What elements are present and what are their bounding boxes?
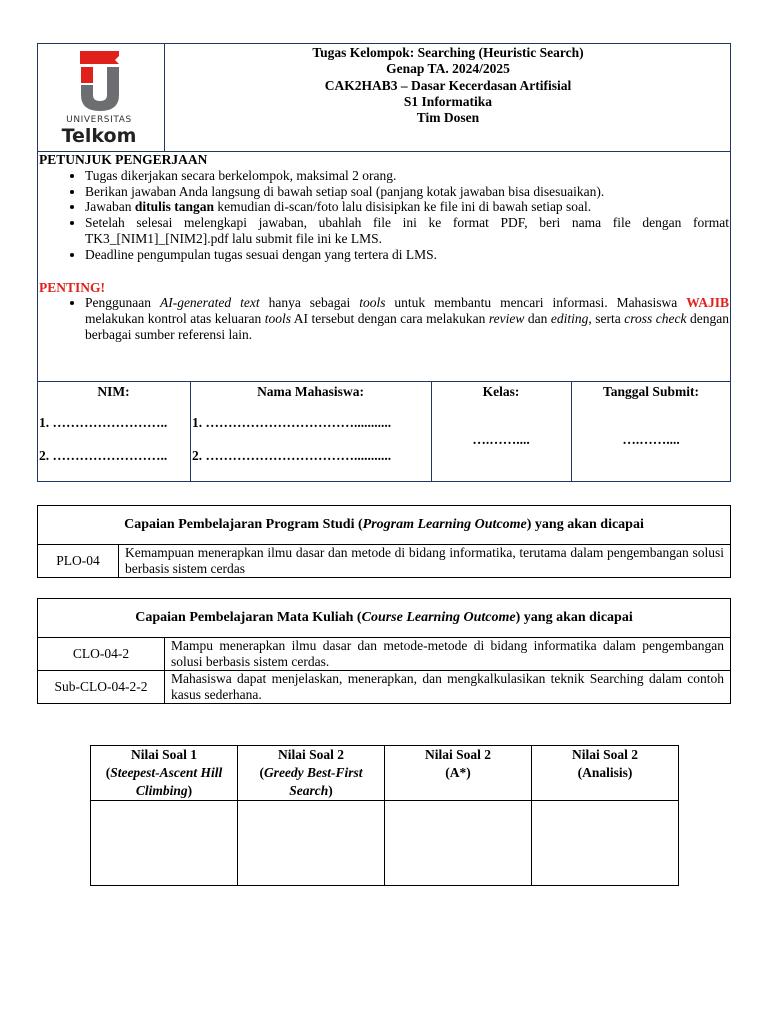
instructions-list [39,168,729,263]
logo-red-flag [80,51,119,64]
instruction-item: • Berikan jawaban Anda langsung di bawah setiap soal (panjang kotak jawaban bisa disesuaikan). [85,184,729,200]
score-cell[interactable] [91,801,238,886]
score-header: Nilai Soal 2 (Greedy Best-First Search) [238,746,385,801]
telkom-university-logo [37,43,163,150]
clo-caption: Capaian Pembelajaran Mata Kuliah (Course Learning Outcome) yang akan dicapai [38,599,731,638]
score-header: Nilai Soal 2 (Analisis) [532,746,679,801]
instruction-item: • Jawaban ditulis tangan kemudian di-scan/foto lalu disisipkan ke file ini di bawah setiap soal. [85,199,729,215]
instructions-section [39,152,729,343]
instruction-item: • Deadline pengumpulan tugas sesuai dengan yang tertera di LMS. [85,247,729,263]
logo-red-bar [81,67,93,83]
clo-description: Mahasiswa dapat menjelaskan, menerapkan, dan mengkalkulasikan teknik Searching dalam contoh kasus sederhana. [165,671,731,704]
title-line: CAK2HAB3 – Dasar Kecerdasan Artifisial [324,77,572,93]
clo-description: Mampu menerapkan ilmu dasar dan metode-metode di bidang informatika dalam pengembangan solusi berbasis sistem cerdas. [165,638,731,671]
important-list [39,295,729,342]
student-info-row [37,381,731,482]
title-line: Tugas Kelompok: Searching (Heuristic Search) [312,45,584,60]
plo-description: Kemampuan menerapkan ilmu dasar dan metode di bidang informatika, terutama dalam pengembangan solusi berbasis sistem cerdas [119,545,731,578]
name-2-field[interactable]: 2. ……………………………........... [192,448,392,463]
nim-1-field[interactable]: 1. …………………….. [39,415,168,430]
name-label: Nama Mahasiswa: [257,384,364,399]
date-label: Tanggal Submit: [603,384,699,399]
logo-cell [37,43,165,152]
nim-column [37,382,191,482]
clo-table [37,598,731,704]
clo-code: Sub-CLO-04-2-2 [38,671,165,704]
important-item: • Penggunaan AI-generated text hanya sebagai tools untuk membantu mencari informasi. Mahasiswa WAJIB melakukan kontrol atas keluaran tools AI tersebut dengan cara melakukan review dan editing, serta cross check dengan berbagai sumber referensi lain. [85,295,729,342]
date-field[interactable]: ….…….... [622,432,680,447]
score-cell[interactable] [238,801,385,886]
important-heading: PENTING! [39,279,106,295]
nim-label: NIM: [97,384,130,399]
score-header: Nilai Soal 2 (A*) [385,746,532,801]
class-column [431,382,572,482]
title-line: S1 Informatika [403,93,493,109]
name-column [190,382,432,482]
date-column [571,382,731,482]
instructions-heading: PETUNJUK PENGERJAAN [39,152,208,167]
score-header: Nilai Soal 1 (Steepest-Ascent Hill Climbing) [91,746,238,801]
score-table [90,745,679,886]
title-line: Genap TA. 2024/2025 [386,61,510,77]
logo-universitas-text: UNIVERSITAS [66,115,132,125]
title-line: Tim Dosen [416,110,480,126]
class-field[interactable]: ….…….... [472,432,530,447]
plo-caption: Capaian Pembelajaran Program Studi (Program Learning Outcome) yang akan dicapai [38,506,731,545]
name-1-field[interactable]: 1. ……………………………........... [192,415,392,430]
plo-code: PLO-04 [38,545,119,578]
score-cell[interactable] [532,801,679,886]
document-title [165,43,731,152]
instruction-item: • Setelah selesai melengkapi jawaban, ubahlah file ini ke format PDF, beri nama file dengan format TK3_[NIM1]_[NIM2].pdf lalu submit file ini ke LMS. [85,215,729,247]
logo-telkom-text: Telkom [61,125,137,147]
score-cell[interactable] [385,801,532,886]
wajib-emphasis: WAJIB [686,295,730,311]
nim-2-field[interactable]: 2. …………………….. [39,448,168,463]
class-label: Kelas: [482,384,520,399]
clo-code: CLO-04-2 [38,638,165,671]
plo-table [37,505,731,578]
instruction-item: • Tugas dikerjakan secara berkelompok, maksimal 2 orang. [85,168,729,184]
